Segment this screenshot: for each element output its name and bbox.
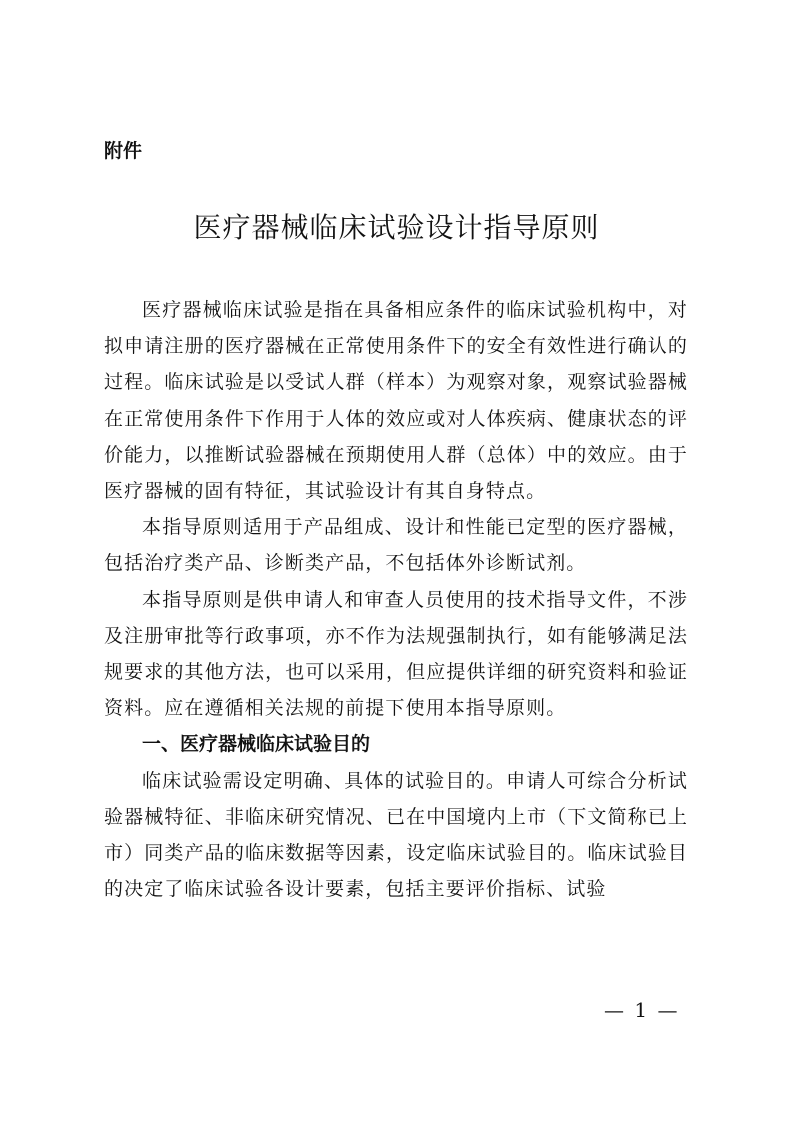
- paragraph-scope: 本指导原则适用于产品组成、设计和性能已定型的医疗器械，包括治疗类产品、诊断类产品，不包括体外诊断试剂。: [104, 516, 688, 575]
- document-title: 医疗器械临床试验设计指导原则: [193, 211, 600, 244]
- paragraph-purpose: 临床试验需设定明确、具体的试验目的。申请人可综合分析试验器械特征、非临床研究情况、已在中国境内上市（下文简称已上市）同类产品的临床数据等因素，设定临床试验目的。临床试验目的决定了临床试验各设计要素，包括主要评价指标、试验: [104, 769, 688, 901]
- section-heading-purpose: 一、医疗器械临床试验目的: [142, 733, 371, 756]
- attachment-label: 附件: [104, 140, 143, 162]
- page-number: — 1 —: [604, 998, 680, 1022]
- paragraph-usage: 本指导原则是供申请人和审查人员使用的技术指导文件，不涉及注册审批等行政事项，亦不作为法规强制执行，如有能够满足法规要求的其他方法，也可以采用，但应提供详细的研究资料和验证资料。应在遵循相关法规的前提下使用本指导原则。: [104, 588, 688, 720]
- paragraph-intro: 医疗器械临床试验是指在具备相应条件的临床试验机构中，对拟申请注册的医疗器械在正常使用条件下的安全有效性进行确认的过程。临床试验是以受试人群（样本）为观察对象，观察试验器械在正常使用条件下作用于人体的效应或对人体疾病、健康状态的评价能力，以推断试验器械在预期使用人群（总体）中的效应。由于医疗器械的固有特征，其试验设计有其自身特点。: [104, 299, 688, 503]
- document-body: [104, 292, 688, 907]
